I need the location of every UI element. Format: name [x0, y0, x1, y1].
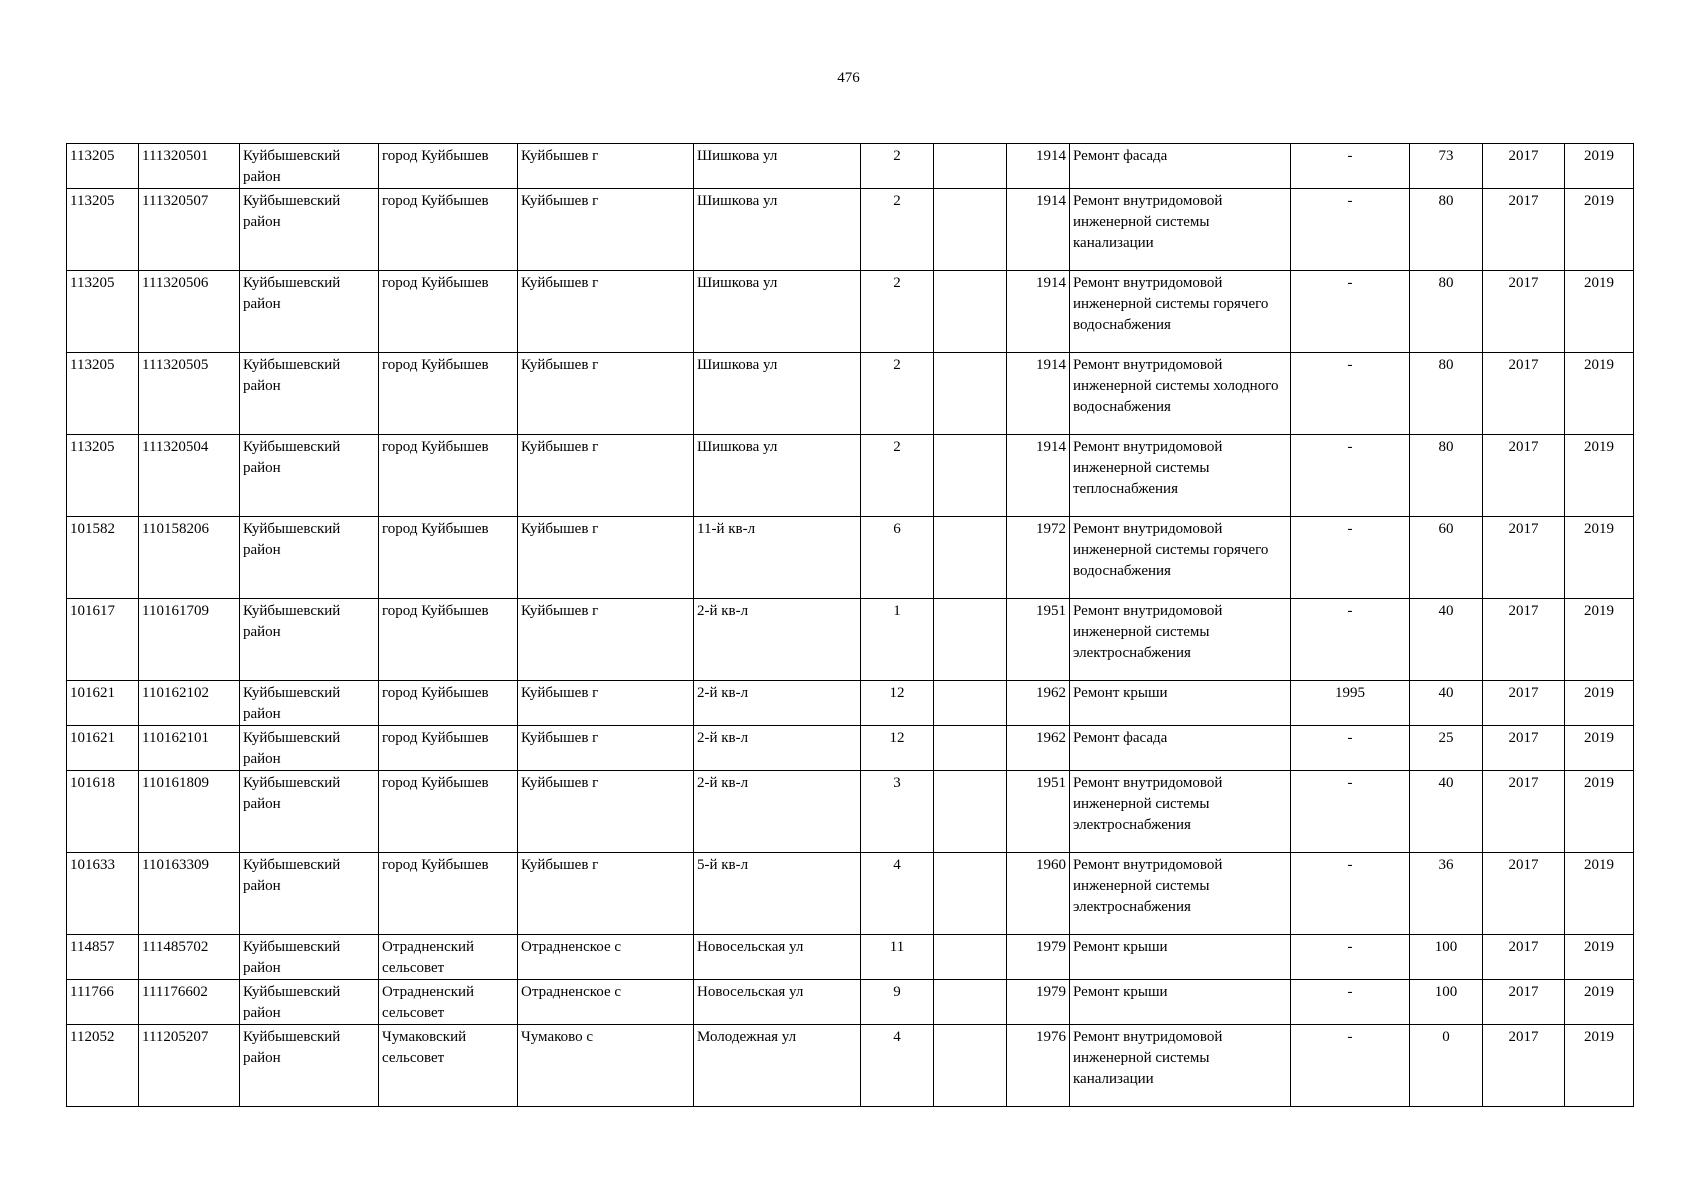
start-year-cell: 2017 — [1483, 726, 1565, 771]
locality-cell: Куйбышев г — [518, 271, 694, 353]
year-built-cell: 1914 — [1007, 189, 1070, 271]
building-cell — [934, 599, 1007, 681]
wear-percent-cell: 40 — [1410, 599, 1483, 681]
id-cell: 110158206 — [139, 517, 240, 599]
house-number-cell: 3 — [861, 771, 934, 853]
wear-percent-cell: 100 — [1410, 935, 1483, 980]
id-cell: 111320505 — [139, 353, 240, 435]
building-cell — [934, 853, 1007, 935]
locality-cell: Куйбышев г — [518, 771, 694, 853]
municipality-cell: город Куйбышев — [379, 144, 518, 189]
municipality-cell: Отрадненский сельсовет — [379, 935, 518, 980]
house-number-cell: 2 — [861, 189, 934, 271]
locality-cell: Куйбышев г — [518, 353, 694, 435]
municipality-cell: город Куйбышев — [379, 599, 518, 681]
work-type-cell: Ремонт внутридомовой инженерной системы теплоснабжения — [1070, 435, 1291, 517]
district-cell: Куйбышевский район — [240, 144, 379, 189]
district-cell: Куйбышевский район — [240, 271, 379, 353]
table-row — [67, 681, 1634, 726]
district-cell: Куйбышевский район — [240, 853, 379, 935]
house-number-cell: 11 — [861, 935, 934, 980]
table-row — [67, 599, 1634, 681]
house-number-cell: 4 — [861, 1025, 934, 1107]
street-cell: Шишкова ул — [694, 189, 861, 271]
house-number-cell: 9 — [861, 980, 934, 1025]
year-built-cell: 1914 — [1007, 435, 1070, 517]
last-repair-year-cell: - — [1291, 853, 1410, 935]
house-number-cell: 2 — [861, 271, 934, 353]
wear-percent-cell: 100 — [1410, 980, 1483, 1025]
building-cell — [934, 681, 1007, 726]
municipality-cell: город Куйбышев — [379, 517, 518, 599]
year-built-cell: 1962 — [1007, 681, 1070, 726]
year-built-cell: 1951 — [1007, 771, 1070, 853]
last-repair-year-cell: - — [1291, 517, 1410, 599]
code-cell: 101618 — [67, 771, 139, 853]
last-repair-year-cell: - — [1291, 1025, 1410, 1107]
work-type-cell: Ремонт крыши — [1070, 681, 1291, 726]
last-repair-year-cell: - — [1291, 599, 1410, 681]
id-cell: 110162101 — [139, 726, 240, 771]
end-year-cell: 2019 — [1565, 599, 1634, 681]
start-year-cell: 2017 — [1483, 853, 1565, 935]
last-repair-year-cell: - — [1291, 353, 1410, 435]
building-cell — [934, 271, 1007, 353]
municipality-cell: Отрадненский сельсовет — [379, 980, 518, 1025]
end-year-cell: 2019 — [1565, 771, 1634, 853]
id-cell: 110161809 — [139, 771, 240, 853]
street-cell: Новосельская ул — [694, 935, 861, 980]
year-built-cell: 1951 — [1007, 599, 1070, 681]
last-repair-year-cell: - — [1291, 271, 1410, 353]
start-year-cell: 2017 — [1483, 1025, 1565, 1107]
street-cell: 11-й кв-л — [694, 517, 861, 599]
year-built-cell: 1962 — [1007, 726, 1070, 771]
end-year-cell: 2019 — [1565, 189, 1634, 271]
wear-percent-cell: 25 — [1410, 726, 1483, 771]
locality-cell: Куйбышев г — [518, 599, 694, 681]
street-cell: 2-й кв-л — [694, 599, 861, 681]
year-built-cell: 1914 — [1007, 271, 1070, 353]
code-cell: 113205 — [67, 144, 139, 189]
street-cell: 5-й кв-л — [694, 853, 861, 935]
house-number-cell: 6 — [861, 517, 934, 599]
end-year-cell: 2019 — [1565, 517, 1634, 599]
locality-cell: Куйбышев г — [518, 517, 694, 599]
locality-cell: Отрадненское с — [518, 980, 694, 1025]
street-cell: Шишкова ул — [694, 353, 861, 435]
id-cell: 110163309 — [139, 853, 240, 935]
municipality-cell: город Куйбышев — [379, 271, 518, 353]
building-cell — [934, 353, 1007, 435]
house-number-cell: 4 — [861, 853, 934, 935]
id-cell: 111320506 — [139, 271, 240, 353]
table-row — [67, 771, 1634, 853]
start-year-cell: 2017 — [1483, 935, 1565, 980]
locality-cell: Куйбышев г — [518, 726, 694, 771]
house-number-cell: 12 — [861, 681, 934, 726]
municipality-cell: город Куйбышев — [379, 726, 518, 771]
locality-cell: Куйбышев г — [518, 435, 694, 517]
page-number: 476 — [837, 70, 860, 86]
municipality-cell: город Куйбышев — [379, 681, 518, 726]
table-row — [67, 935, 1634, 980]
id-cell: 110161709 — [139, 599, 240, 681]
municipality-cell: город Куйбышев — [379, 435, 518, 517]
district-cell: Куйбышевский район — [240, 599, 379, 681]
table-row — [67, 853, 1634, 935]
end-year-cell: 2019 — [1565, 980, 1634, 1025]
municipality-cell: город Куйбышев — [379, 189, 518, 271]
repair-registry-table — [66, 143, 1634, 1107]
work-type-cell: Ремонт внутридомовой инженерной системы горячего водоснабжения — [1070, 517, 1291, 599]
municipality-cell: Чумаковский сельсовет — [379, 1025, 518, 1107]
municipality-cell: город Куйбышев — [379, 853, 518, 935]
code-cell: 101621 — [67, 681, 139, 726]
street-cell: 2-й кв-л — [694, 726, 861, 771]
building-cell — [934, 189, 1007, 271]
work-type-cell: Ремонт внутридомовой инженерной системы канализации — [1070, 1025, 1291, 1107]
start-year-cell: 2017 — [1483, 599, 1565, 681]
municipality-cell: город Куйбышев — [379, 771, 518, 853]
table-row — [67, 517, 1634, 599]
code-cell: 113205 — [67, 353, 139, 435]
id-cell: 111320507 — [139, 189, 240, 271]
code-cell: 101617 — [67, 599, 139, 681]
municipality-cell: город Куйбышев — [379, 353, 518, 435]
wear-percent-cell: 80 — [1410, 189, 1483, 271]
year-built-cell: 1914 — [1007, 353, 1070, 435]
district-cell: Куйбышевский район — [240, 189, 379, 271]
wear-percent-cell: 80 — [1410, 353, 1483, 435]
wear-percent-cell: 80 — [1410, 271, 1483, 353]
end-year-cell: 2019 — [1565, 935, 1634, 980]
code-cell: 112052 — [67, 1025, 139, 1107]
id-cell: 111320504 — [139, 435, 240, 517]
house-number-cell: 2 — [861, 435, 934, 517]
table-row — [67, 980, 1634, 1025]
street-cell: Шишкова ул — [694, 271, 861, 353]
building-cell — [934, 980, 1007, 1025]
district-cell: Куйбышевский район — [240, 935, 379, 980]
wear-percent-cell: 40 — [1410, 771, 1483, 853]
building-cell — [934, 1025, 1007, 1107]
table-row — [67, 1025, 1634, 1107]
building-cell — [934, 935, 1007, 980]
end-year-cell: 2019 — [1565, 681, 1634, 726]
id-cell: 111205207 — [139, 1025, 240, 1107]
year-built-cell: 1960 — [1007, 853, 1070, 935]
district-cell: Куйбышевский район — [240, 1025, 379, 1107]
district-cell: Куйбышевский район — [240, 681, 379, 726]
street-cell: 2-й кв-л — [694, 681, 861, 726]
work-type-cell: Ремонт крыши — [1070, 935, 1291, 980]
house-number-cell: 1 — [861, 599, 934, 681]
year-built-cell: 1979 — [1007, 935, 1070, 980]
end-year-cell: 2019 — [1565, 353, 1634, 435]
code-cell: 101621 — [67, 726, 139, 771]
district-cell: Куйбышевский район — [240, 980, 379, 1025]
id-cell: 111320501 — [139, 144, 240, 189]
start-year-cell: 2017 — [1483, 771, 1565, 853]
table-row — [67, 435, 1634, 517]
district-cell: Куйбышевский район — [240, 726, 379, 771]
table-row — [67, 353, 1634, 435]
last-repair-year-cell: - — [1291, 189, 1410, 271]
building-cell — [934, 435, 1007, 517]
work-type-cell: Ремонт внутридомовой инженерной системы канализации — [1070, 189, 1291, 271]
id-cell: 111485702 — [139, 935, 240, 980]
street-cell: Шишкова ул — [694, 435, 861, 517]
code-cell: 113205 — [67, 189, 139, 271]
id-cell: 111176602 — [139, 980, 240, 1025]
locality-cell: Куйбышев г — [518, 144, 694, 189]
end-year-cell: 2019 — [1565, 271, 1634, 353]
end-year-cell: 2019 — [1565, 726, 1634, 771]
building-cell — [934, 144, 1007, 189]
year-built-cell: 1914 — [1007, 144, 1070, 189]
work-type-cell: Ремонт внутридомовой инженерной системы электроснабжения — [1070, 853, 1291, 935]
house-number-cell: 2 — [861, 353, 934, 435]
table-body — [67, 144, 1634, 1107]
last-repair-year-cell: - — [1291, 435, 1410, 517]
wear-percent-cell: 60 — [1410, 517, 1483, 599]
last-repair-year-cell: - — [1291, 980, 1410, 1025]
start-year-cell: 2017 — [1483, 144, 1565, 189]
locality-cell: Куйбышев г — [518, 853, 694, 935]
table-row — [67, 144, 1634, 189]
code-cell: 113205 — [67, 435, 139, 517]
end-year-cell: 2019 — [1565, 853, 1634, 935]
street-cell: Молодежная ул — [694, 1025, 861, 1107]
house-number-cell: 12 — [861, 726, 934, 771]
table-row — [67, 189, 1634, 271]
code-cell: 101633 — [67, 853, 139, 935]
locality-cell: Куйбышев г — [518, 681, 694, 726]
building-cell — [934, 771, 1007, 853]
end-year-cell: 2019 — [1565, 144, 1634, 189]
start-year-cell: 2017 — [1483, 980, 1565, 1025]
year-built-cell: 1972 — [1007, 517, 1070, 599]
last-repair-year-cell: - — [1291, 144, 1410, 189]
building-cell — [934, 517, 1007, 599]
district-cell: Куйбышевский район — [240, 771, 379, 853]
locality-cell: Чумаково с — [518, 1025, 694, 1107]
table-row — [67, 271, 1634, 353]
last-repair-year-cell: 1995 — [1291, 681, 1410, 726]
table-row — [67, 726, 1634, 771]
id-cell: 110162102 — [139, 681, 240, 726]
work-type-cell: Ремонт фасада — [1070, 726, 1291, 771]
code-cell: 113205 — [67, 271, 139, 353]
street-cell: Новосельская ул — [694, 980, 861, 1025]
district-cell: Куйбышевский район — [240, 517, 379, 599]
end-year-cell: 2019 — [1565, 1025, 1634, 1107]
last-repair-year-cell: - — [1291, 935, 1410, 980]
work-type-cell: Ремонт внутридомовой инженерной системы электроснабжения — [1070, 599, 1291, 681]
start-year-cell: 2017 — [1483, 435, 1565, 517]
wear-percent-cell: 0 — [1410, 1025, 1483, 1107]
wear-percent-cell: 80 — [1410, 435, 1483, 517]
start-year-cell: 2017 — [1483, 353, 1565, 435]
start-year-cell: 2017 — [1483, 271, 1565, 353]
code-cell: 101582 — [67, 517, 139, 599]
district-cell: Куйбышевский район — [240, 435, 379, 517]
last-repair-year-cell: - — [1291, 726, 1410, 771]
year-built-cell: 1979 — [1007, 980, 1070, 1025]
work-type-cell: Ремонт крыши — [1070, 980, 1291, 1025]
wear-percent-cell: 73 — [1410, 144, 1483, 189]
street-cell: Шишкова ул — [694, 144, 861, 189]
street-cell: 2-й кв-л — [694, 771, 861, 853]
wear-percent-cell: 40 — [1410, 681, 1483, 726]
locality-cell: Куйбышев г — [518, 189, 694, 271]
building-cell — [934, 726, 1007, 771]
code-cell: 114857 — [67, 935, 139, 980]
last-repair-year-cell: - — [1291, 771, 1410, 853]
work-type-cell: Ремонт внутридомовой инженерной системы горячего водоснабжения — [1070, 271, 1291, 353]
year-built-cell: 1976 — [1007, 1025, 1070, 1107]
code-cell: 111766 — [67, 980, 139, 1025]
house-number-cell: 2 — [861, 144, 934, 189]
work-type-cell: Ремонт внутридомовой инженерной системы электроснабжения — [1070, 771, 1291, 853]
wear-percent-cell: 36 — [1410, 853, 1483, 935]
work-type-cell: Ремонт фасада — [1070, 144, 1291, 189]
work-type-cell: Ремонт внутридомовой инженерной системы холодного водоснабжения — [1070, 353, 1291, 435]
start-year-cell: 2017 — [1483, 189, 1565, 271]
end-year-cell: 2019 — [1565, 435, 1634, 517]
start-year-cell: 2017 — [1483, 681, 1565, 726]
district-cell: Куйбышевский район — [240, 353, 379, 435]
locality-cell: Отрадненское с — [518, 935, 694, 980]
start-year-cell: 2017 — [1483, 517, 1565, 599]
